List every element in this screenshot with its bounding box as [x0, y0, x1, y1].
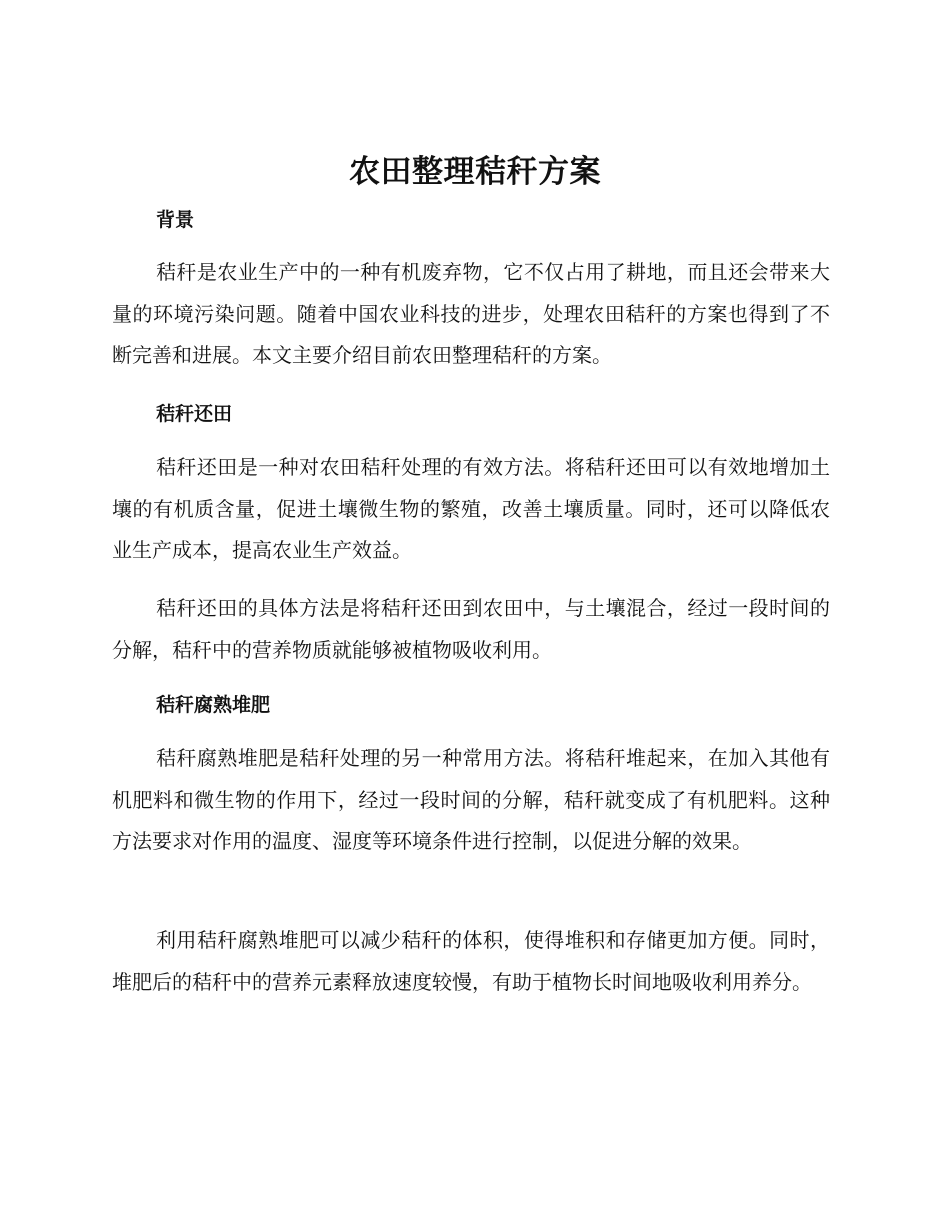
paragraph-composting-1: 秸秆腐熟堆肥是秸秆处理的另一种常用方法。将秸秆堆起来，在加入其他有机肥料和微生物的作用下，经过一段时间的分解，秸秆就变成了有机肥料。这种方法要求对作用的温度、湿度等环境条件进行控制，以促进分解的效果。: [112, 746, 830, 853]
section-heading-straw-return: 秸秆还田: [156, 403, 233, 425]
paragraph-straw-return-1: 秸秆还田是一种对农田秸秆处理的有效方法。将秸秆还田可以有效地增加土壤的有机质含量，促进土壤微生物的繁殖，改善土壤质量。同时，还可以降低农业生产成本，提高农业生产效益。: [112, 455, 830, 562]
section-heading-background: 背景: [156, 209, 195, 231]
paragraph-composting-2: 利用秸秆腐熟堆肥可以减少秸秆的体积，使得堆积和存储更加方便。同时，堆肥后的秸秆中的营养元素释放速度较慢，有助于植物长时间地吸收利用养分。: [112, 928, 830, 994]
paragraph-background: 秸秆是农业生产中的一种有机废弃物，它不仅占用了耕地，而且还会带来大量的环境污染问题。随着中国农业科技的进步，处理农田秸秆的方案也得到了不断完善和进展。本文主要介绍目前农田整理秸秆的方案。: [112, 260, 830, 367]
paragraph-straw-return-2: 秸秆还田的具体方法是将秸秆还田到农田中，与土壤混合，经过一段时间的分解，秸秆中的营养物质就能够被植物吸收利用。: [112, 596, 830, 662]
section-heading-composting: 秸秆腐熟堆肥: [156, 694, 271, 716]
document-title: 农田整理秸秆方案: [349, 154, 601, 190]
